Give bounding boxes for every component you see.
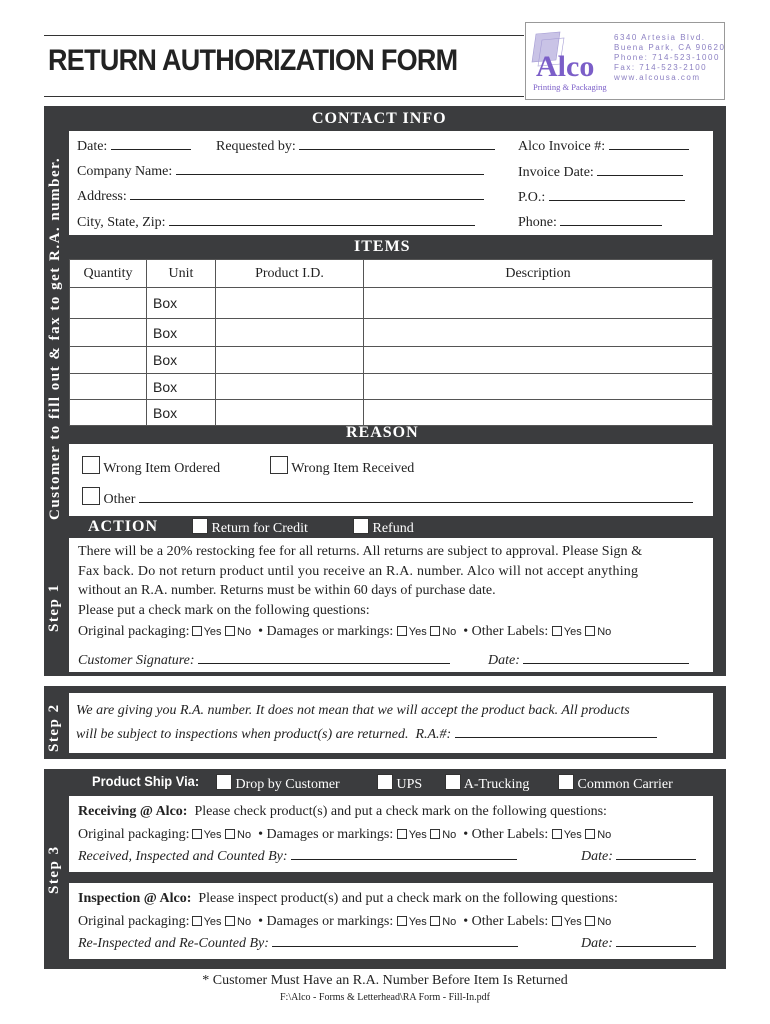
yes-label: Yes bbox=[563, 626, 582, 638]
step1-line: Please put a check mark on the following questions: bbox=[78, 602, 370, 618]
return-credit-option[interactable] bbox=[192, 518, 308, 537]
yes-label: Yes bbox=[203, 916, 222, 928]
product-id-cell[interactable] bbox=[216, 400, 364, 426]
no-checkbox[interactable] bbox=[585, 916, 595, 926]
logo-address-line: Buena Park, CA 90620 bbox=[614, 43, 726, 52]
yes-checkbox[interactable] bbox=[552, 829, 562, 839]
atrucking-label: A-Trucking bbox=[463, 777, 530, 792]
no-checkbox[interactable] bbox=[430, 829, 440, 839]
step2-text1: We are giving you R.A. number. It does not mean that we will accept the product back. All products bbox=[76, 703, 630, 718]
po-label: P.O.: bbox=[518, 190, 546, 205]
table-row bbox=[70, 374, 713, 400]
qty-cell[interactable] bbox=[70, 400, 147, 426]
table-row bbox=[70, 319, 713, 347]
unit-cell: Box bbox=[147, 288, 216, 319]
refund-label: Refund bbox=[372, 521, 414, 536]
return-credit-label: Return for Credit bbox=[211, 521, 308, 536]
no-checkbox[interactable] bbox=[430, 916, 440, 926]
inspection-title bbox=[78, 891, 618, 907]
qty-cell[interactable] bbox=[70, 347, 147, 374]
step2-label: Step 2 bbox=[46, 703, 62, 752]
refund-checkbox[interactable] bbox=[353, 518, 369, 534]
received-by-field[interactable] bbox=[78, 849, 517, 865]
items-table bbox=[69, 259, 713, 426]
return-credit-checkbox[interactable] bbox=[192, 518, 208, 534]
ra-label: R.A.#: bbox=[415, 727, 452, 742]
no-checkbox[interactable] bbox=[585, 626, 595, 636]
action-header: ACTION bbox=[88, 518, 159, 535]
contact-header: CONTACT INFO bbox=[312, 110, 447, 127]
other-option[interactable] bbox=[82, 487, 693, 508]
logo-address-line: Phone: 714-523-1000 bbox=[614, 53, 720, 62]
alco-logo bbox=[530, 30, 612, 94]
table-row bbox=[70, 347, 713, 374]
damages-label: Damages or markings: bbox=[266, 827, 394, 842]
alco-invoice-field[interactable] bbox=[518, 139, 689, 155]
signature-date-field[interactable] bbox=[488, 653, 689, 669]
col-description: Description bbox=[364, 260, 713, 288]
logo-address bbox=[614, 33, 725, 83]
reinspected-date-label: Date: bbox=[581, 936, 613, 951]
requested-by-label: Requested by: bbox=[216, 139, 296, 154]
address-label: Address: bbox=[77, 189, 127, 204]
description-cell[interactable] bbox=[364, 347, 713, 374]
damages-label: Damages or markings: bbox=[266, 624, 394, 639]
yes-label: Yes bbox=[408, 829, 427, 841]
step1-line: without an R.A. number. Returns must be within 60 days of purchase date. bbox=[78, 583, 496, 598]
step2-panel bbox=[69, 693, 713, 753]
city-field[interactable] bbox=[77, 215, 475, 231]
receiving-text: Please check product(s) and put a check mark on the following questions: bbox=[194, 804, 607, 819]
no-label: No bbox=[597, 829, 612, 841]
wrong-received-checkbox[interactable] bbox=[270, 456, 288, 474]
address-field[interactable] bbox=[77, 189, 484, 205]
received-date-label: Date: bbox=[581, 849, 613, 864]
receiving-questions: Original packaging: Yes No • Damages or markings: Yes No • Other Labels: Yes No bbox=[78, 827, 612, 842]
yes-checkbox[interactable] bbox=[192, 916, 202, 926]
step2-text2 bbox=[76, 727, 657, 743]
yes-checkbox[interactable] bbox=[192, 626, 202, 636]
yes-label: Yes bbox=[563, 916, 582, 928]
description-cell[interactable] bbox=[364, 288, 713, 319]
no-label: No bbox=[442, 829, 457, 841]
step1-text bbox=[78, 542, 642, 620]
packaging-label: Original packaging: bbox=[78, 624, 190, 639]
common-checkbox[interactable] bbox=[558, 774, 574, 790]
description-cell[interactable] bbox=[364, 374, 713, 400]
no-label: No bbox=[237, 626, 252, 638]
phone-label: Phone: bbox=[518, 215, 557, 230]
title-rule-top bbox=[44, 35, 524, 36]
yes-checkbox[interactable] bbox=[192, 829, 202, 839]
invoice-date-field[interactable] bbox=[518, 165, 683, 181]
packaging-label: Original packaging: bbox=[78, 914, 190, 929]
col-quantity: Quantity bbox=[70, 260, 147, 288]
received-date-field[interactable] bbox=[581, 849, 696, 865]
receiving-title bbox=[78, 804, 607, 820]
wrong-ordered-option[interactable] bbox=[82, 456, 220, 477]
no-label: No bbox=[237, 916, 252, 928]
phone-field[interactable] bbox=[518, 215, 662, 231]
step1-line: Fax back. Do not return product until you receive an R.A. number. Alco will not accept anything bbox=[78, 563, 639, 579]
unit-cell: Box bbox=[147, 374, 216, 400]
date-label: Date: bbox=[77, 139, 108, 154]
no-checkbox[interactable] bbox=[225, 916, 235, 926]
step1-label: Step 1 bbox=[46, 583, 62, 632]
title-rule-bottom bbox=[44, 96, 524, 97]
col-product-id: Product I.D. bbox=[216, 260, 364, 288]
no-checkbox[interactable] bbox=[585, 829, 595, 839]
items-header-row bbox=[70, 260, 713, 288]
step3-label: Step 3 bbox=[46, 845, 62, 894]
table-row bbox=[70, 400, 713, 426]
packaging-label: Original packaging: bbox=[78, 827, 190, 842]
drop-option[interactable] bbox=[216, 774, 340, 793]
step1-questions: Original packaging: Yes No • Damages or markings: Yes No • Other Labels: Yes No bbox=[78, 624, 612, 639]
yes-label: Yes bbox=[563, 829, 582, 841]
product-id-cell[interactable] bbox=[216, 347, 364, 374]
no-label: No bbox=[442, 626, 457, 638]
wrong-received-label: Wrong Item Received bbox=[291, 461, 415, 476]
unit-cell: Box bbox=[147, 400, 216, 426]
yes-label: Yes bbox=[408, 916, 427, 928]
yes-checkbox[interactable] bbox=[397, 829, 407, 839]
yes-checkbox[interactable] bbox=[552, 916, 562, 926]
drop-label: Drop by Customer bbox=[235, 777, 340, 792]
other-label: Other bbox=[103, 492, 136, 507]
po-field[interactable] bbox=[518, 190, 685, 206]
signature-label: Customer Signature: bbox=[78, 653, 195, 668]
step2-text2-main: will be subject to inspections when product(s) are returned. bbox=[76, 727, 409, 742]
received-by-label: Received, Inspected and Counted By: bbox=[78, 849, 288, 864]
drop-checkbox[interactable] bbox=[216, 774, 232, 790]
unit-cell: Box bbox=[147, 319, 216, 347]
items-header: ITEMS bbox=[354, 238, 411, 255]
no-label: No bbox=[237, 829, 252, 841]
table-row bbox=[70, 288, 713, 319]
signature-field[interactable] bbox=[78, 653, 450, 669]
invoice-date-label: Invoice Date: bbox=[518, 165, 594, 180]
no-checkbox[interactable] bbox=[225, 626, 235, 636]
inspection-bold: Inspection @ Alco: bbox=[78, 891, 192, 906]
no-checkbox[interactable] bbox=[430, 626, 440, 636]
description-cell[interactable] bbox=[364, 319, 713, 347]
ship-via-label: Product Ship Via: bbox=[92, 773, 200, 789]
footer-path: F:\Alco - Forms & Letterhead\RA Form - Fill-In.pdf bbox=[280, 992, 490, 1003]
wrong-received-option[interactable] bbox=[270, 456, 414, 477]
page-title: RETURN AUTHORIZATION FORM bbox=[48, 44, 458, 77]
requested-by-field[interactable] bbox=[216, 139, 495, 155]
col-unit: Unit bbox=[147, 260, 216, 288]
step1-line: There will be a 20% restocking fee for all returns. All returns are subject to approval. Please Sign & bbox=[78, 544, 643, 559]
ups-option[interactable] bbox=[377, 774, 422, 793]
labels-label: Other Labels: bbox=[471, 914, 549, 929]
product-id-cell[interactable] bbox=[216, 374, 364, 400]
no-label: No bbox=[442, 916, 457, 928]
receiving-bold: Receiving @ Alco: bbox=[78, 804, 188, 819]
reason-header: REASON bbox=[346, 424, 419, 441]
logo-sub: Printing & Packaging bbox=[533, 82, 607, 92]
yes-checkbox[interactable] bbox=[397, 916, 407, 926]
refund-option[interactable] bbox=[353, 518, 414, 537]
description-cell[interactable] bbox=[364, 400, 713, 426]
company-label: Company Name: bbox=[77, 164, 173, 179]
atrucking-checkbox[interactable] bbox=[445, 774, 461, 790]
common-option[interactable] bbox=[558, 774, 673, 793]
inspection-text: Please inspect product(s) and put a check mark on the following questions: bbox=[198, 891, 618, 906]
product-id-cell[interactable] bbox=[216, 319, 364, 347]
labels-label: Other Labels: bbox=[471, 624, 549, 639]
wrong-ordered-label: Wrong Item Ordered bbox=[103, 461, 221, 476]
product-id-cell[interactable] bbox=[216, 288, 364, 319]
inspection-questions: Original packaging: Yes No • Damages or markings: Yes No • Other Labels: Yes No bbox=[78, 914, 612, 929]
wrong-ordered-checkbox[interactable] bbox=[82, 456, 100, 474]
city-label: City, State, Zip: bbox=[77, 215, 166, 230]
common-label: Common Carrier bbox=[577, 777, 673, 792]
yes-checkbox[interactable] bbox=[552, 626, 562, 636]
qty-cell[interactable] bbox=[70, 319, 147, 347]
logo-name: Alco bbox=[536, 50, 595, 83]
logo-address-line: Fax: 714-523-2100 bbox=[614, 63, 708, 72]
other-checkbox[interactable] bbox=[82, 487, 100, 505]
no-checkbox[interactable] bbox=[225, 829, 235, 839]
logo-address-line: 6340 Artesia Blvd. bbox=[614, 33, 706, 42]
yes-label: Yes bbox=[203, 626, 222, 638]
alco-invoice-label: Alco Invoice #: bbox=[518, 139, 606, 154]
signature-date-label: Date: bbox=[488, 653, 520, 668]
company-field[interactable] bbox=[77, 164, 484, 180]
ups-label: UPS bbox=[396, 777, 423, 792]
reinspected-by-field[interactable] bbox=[78, 936, 518, 952]
damages-label: Damages or markings: bbox=[266, 914, 394, 929]
ups-checkbox[interactable] bbox=[377, 774, 393, 790]
yes-checkbox[interactable] bbox=[397, 626, 407, 636]
side-label: Customer to fill out & fax to get R.A. number. bbox=[47, 156, 63, 520]
atrucking-option[interactable] bbox=[445, 774, 529, 793]
reinspected-by-label: Re-Inspected and Re-Counted By: bbox=[78, 936, 269, 951]
unit-cell: Box bbox=[147, 347, 216, 374]
yes-label: Yes bbox=[408, 626, 427, 638]
labels-label: Other Labels: bbox=[471, 827, 549, 842]
qty-cell[interactable] bbox=[70, 374, 147, 400]
qty-cell[interactable] bbox=[70, 288, 147, 319]
footer-note: * Customer Must Have an R.A. Number Before Item Is Returned bbox=[202, 973, 568, 988]
no-label: No bbox=[597, 626, 612, 638]
no-label: No bbox=[597, 916, 612, 928]
logo-address-line: www.alcousa.com bbox=[614, 73, 701, 82]
ra-input[interactable] bbox=[455, 737, 657, 738]
yes-label: Yes bbox=[203, 829, 222, 841]
date-field[interactable] bbox=[77, 139, 191, 155]
reinspected-date-field[interactable] bbox=[581, 936, 696, 952]
